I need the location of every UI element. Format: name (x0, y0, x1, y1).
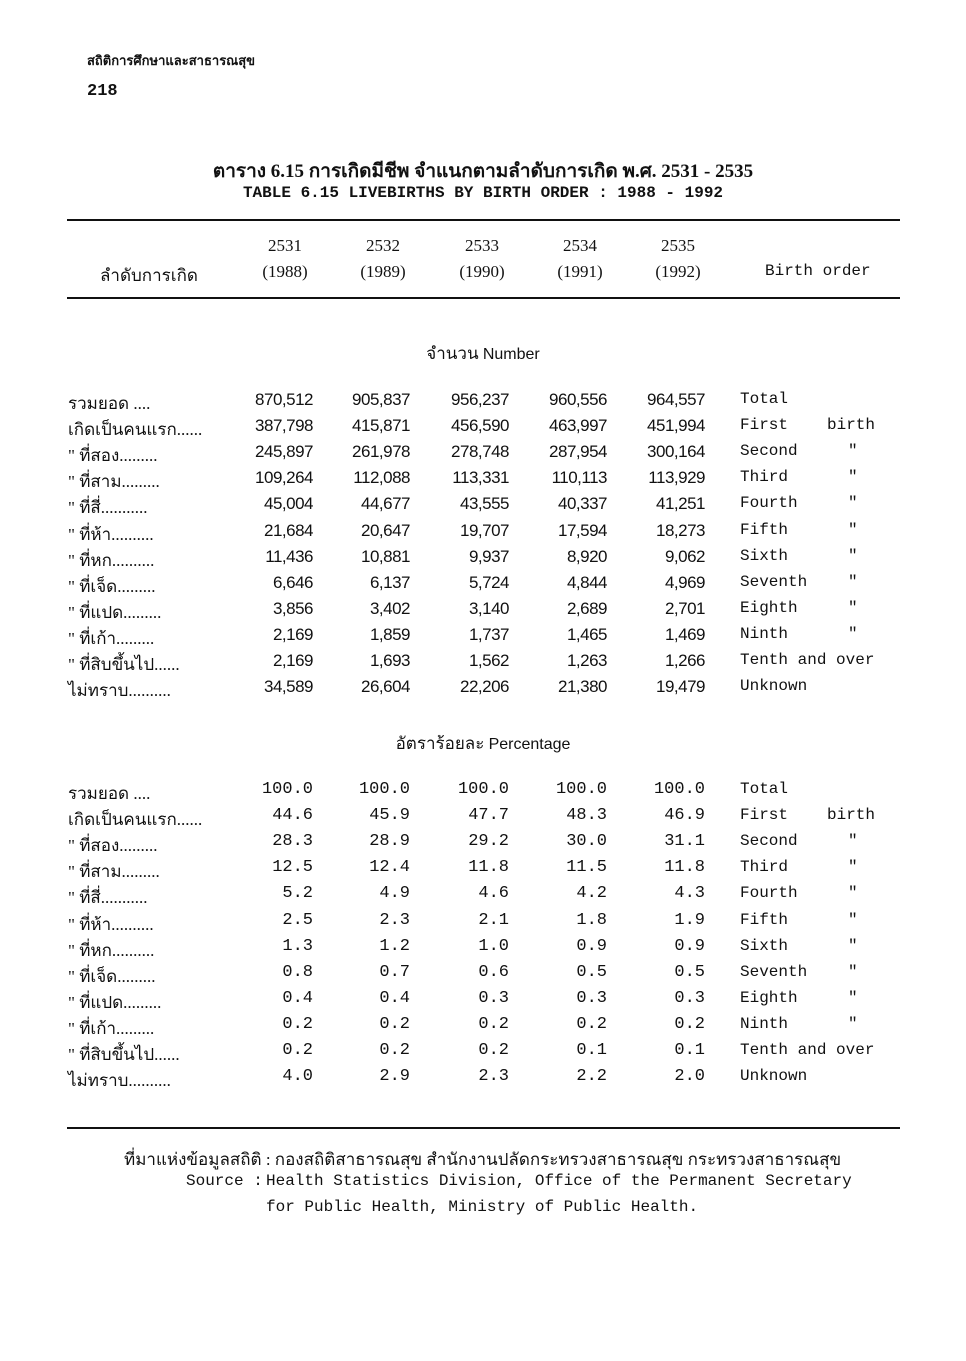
value-cell: 3,856 (272, 598, 313, 618)
value-cell: 2,169 (272, 651, 313, 670)
value-cell: 0.3 (478, 988, 509, 1008)
value-cell: 1.8 (576, 910, 607, 930)
row-label-english: Second (740, 442, 798, 461)
row-label-suffix: " (848, 1014, 858, 1033)
row-label-english: Ninth (740, 624, 789, 643)
value-cell: 1,263 (566, 651, 607, 670)
value-cell: 20,647 (361, 520, 410, 540)
value-cell: 40,337 (558, 494, 607, 514)
running-header: สถิติการศึกษาและสาธารณสุข (87, 53, 256, 68)
value-cell: 387,798 (255, 416, 313, 436)
value-cell: 17,594 (558, 520, 607, 540)
value-cell: 2.9 (379, 1067, 410, 1087)
row-label-english: Second (740, 832, 798, 851)
table-row (0, 468, 966, 494)
value-cell: 43,555 (460, 494, 509, 514)
value-cell: 29.2 (468, 832, 509, 852)
value-cell: 456,590 (451, 416, 509, 436)
value-cell: 6,137 (369, 572, 410, 592)
row-label-thai: " ที่เก้า......... (68, 1018, 155, 1038)
row-label-english: First (740, 416, 789, 435)
value-cell: 300,164 (647, 442, 705, 462)
table-row (0, 1067, 966, 1093)
value-cell: 3,402 (369, 598, 410, 618)
source-label: Source : (186, 1172, 263, 1190)
page-number: 218 (87, 82, 118, 101)
row-label-suffix: " (848, 598, 858, 617)
table-row (0, 884, 966, 910)
row-label-english: Fourth (740, 494, 798, 513)
bottom-rule (67, 1127, 900, 1129)
row-label-english: Eighth (740, 988, 798, 1007)
table-row (0, 625, 966, 651)
column-year-ce: (1992) (655, 262, 701, 281)
value-cell: 2.1 (478, 910, 509, 930)
value-cell: 0.2 (478, 1041, 509, 1060)
column-year-be: 2533 (465, 236, 499, 255)
row-label-suffix: " (848, 468, 858, 487)
value-cell: 0.5 (674, 962, 705, 982)
value-cell: 451,994 (647, 416, 705, 436)
row-label-suffix: birth (827, 416, 876, 435)
column-year-be: 2531 (268, 236, 302, 255)
row-label-english: Fifth (740, 520, 789, 539)
value-cell: 415,871 (352, 416, 410, 436)
table-row (0, 937, 966, 963)
value-cell: 2.3 (478, 1067, 509, 1087)
value-cell: 0.9 (576, 936, 607, 956)
value-cell: 8,920 (566, 546, 607, 566)
row-label-english: Seventh (740, 962, 808, 981)
value-cell: 0.2 (282, 1014, 313, 1034)
value-cell: 0.2 (576, 1014, 607, 1034)
value-cell: 1,465 (566, 624, 607, 644)
value-cell: 278,748 (451, 442, 509, 462)
row-label-english: Total (740, 390, 789, 408)
value-cell: 0.3 (674, 988, 705, 1008)
value-cell: 0.2 (379, 1014, 410, 1034)
top-rule (67, 219, 900, 221)
value-cell: 463,997 (549, 416, 607, 436)
value-cell: 100.0 (261, 780, 313, 799)
table-row (0, 806, 966, 832)
row-label-thai: " ที่สี่........... (68, 888, 148, 908)
row-label-suffix: " (848, 572, 858, 591)
table-row (0, 390, 966, 416)
table-row (0, 599, 966, 625)
row-label-thai: เกิดเป็นคนแรก...... (68, 420, 203, 440)
value-cell: 245,897 (255, 442, 313, 462)
value-cell: 1.9 (674, 910, 705, 930)
value-cell: 0.1 (576, 1041, 607, 1060)
row-label-thai: รวมยอด .... (68, 394, 151, 413)
number-section-title (0, 340, 966, 367)
row-label-thai: " ที่สิบขึ้นไป...... (68, 655, 180, 674)
row-label-thai: รวมยอด .... (68, 784, 151, 803)
value-cell: 22,206 (460, 677, 509, 697)
value-cell: 10,881 (361, 546, 410, 566)
column-label-english: Birth order (765, 262, 871, 280)
row-label-english: Eighth (740, 598, 798, 617)
value-cell: 2.3 (379, 910, 410, 930)
row-label-thai: " ที่แปด......... (68, 602, 162, 622)
value-cell: 2.0 (674, 1067, 705, 1087)
row-label-english: Fourth (740, 884, 798, 903)
table-row (0, 780, 966, 806)
row-label-english: Unknown (740, 677, 808, 696)
value-cell: 287,954 (549, 442, 607, 462)
row-label-english: Sixth (740, 546, 789, 565)
table-row (0, 989, 966, 1015)
row-label-thai: " ที่เจ็ด......... (68, 576, 156, 596)
column-label-thai: ลำดับการเกิด (100, 266, 198, 285)
value-cell: 0.6 (478, 962, 509, 982)
value-cell: 0.2 (478, 1014, 509, 1034)
row-label-suffix: " (848, 858, 858, 877)
row-label-suffix: " (848, 910, 858, 929)
percentage-section-title (0, 730, 966, 757)
value-cell: 870,512 (255, 390, 313, 409)
value-cell: 3,140 (468, 598, 509, 618)
number-section-title-thai: จำนวน (426, 344, 479, 363)
value-cell: 4.3 (674, 884, 705, 904)
table-row (0, 416, 966, 442)
row-label-suffix: " (848, 442, 858, 461)
value-cell: 1,562 (468, 651, 509, 670)
row-label-suffix: " (848, 936, 858, 955)
column-year-ce: (1989) (360, 262, 406, 281)
row-label-thai: " ที่สี่........... (68, 498, 148, 518)
row-label-thai: " ที่สิบขึ้นไป...... (68, 1045, 180, 1064)
value-cell: 4.9 (379, 884, 410, 904)
table-row (0, 494, 966, 520)
row-label-suffix: " (848, 624, 858, 643)
value-cell: 0.7 (379, 962, 410, 982)
value-cell: 905,837 (352, 390, 410, 409)
value-cell: 12.4 (369, 858, 410, 878)
percentage-section-title-thai: อัตราร้อยละ (395, 734, 485, 753)
row-label-thai: " ที่แปด......... (68, 992, 162, 1012)
value-cell: 1,693 (369, 651, 410, 670)
value-cell: 0.2 (379, 1041, 410, 1060)
source-thai: ที่มาแห่งข้อมูลสถิติ : กองสถิติสาธารณสุข สำนักงานปลัดกระทรวงสาธารณสุข กระทรวงสาธารณสุข (124, 1150, 842, 1169)
table-row (0, 573, 966, 599)
row-label-english: First (740, 806, 789, 825)
value-cell: 100.0 (457, 780, 509, 799)
row-label-english: Ninth (740, 1014, 789, 1033)
table-row (0, 442, 966, 468)
column-year-ce: (1991) (557, 262, 603, 281)
value-cell: 2,169 (272, 624, 313, 644)
value-cell: 960,556 (549, 390, 607, 409)
value-cell: 21,684 (264, 520, 313, 540)
value-cell: 0.3 (576, 988, 607, 1008)
value-cell: 0.2 (674, 1014, 705, 1034)
value-cell: 4,969 (664, 572, 705, 592)
table-row (0, 858, 966, 884)
value-cell: 0.8 (282, 962, 313, 982)
value-cell: 9,937 (468, 546, 509, 566)
value-cell: 1.2 (379, 936, 410, 956)
row-label-suffix: " (848, 832, 858, 851)
value-cell: 21,380 (558, 677, 607, 697)
percentage-section-title-english: Percentage (488, 736, 571, 753)
source-line-2: for Public Health, Ministry of Public Health. (266, 1198, 699, 1216)
table-row (0, 832, 966, 858)
table-title-thai: ตาราง 6.15 การเกิดมีชีพ จำแนกตามลำดับการเกิด พ.ศ. 2531 - 2535 (212, 161, 754, 182)
row-label-suffix: " (848, 988, 858, 1007)
row-label-english: Seventh (740, 572, 808, 591)
value-cell: 113,929 (648, 468, 705, 488)
row-label-thai: " ที่เจ็ด......... (68, 966, 156, 986)
value-cell: 4,844 (566, 572, 607, 592)
value-cell: 112,088 (353, 468, 410, 488)
value-cell: 0.4 (282, 988, 313, 1008)
value-cell: 45,004 (264, 494, 313, 514)
value-cell: 41,251 (656, 494, 705, 514)
value-cell: 4.6 (478, 884, 509, 904)
value-cell: 4.2 (576, 884, 607, 904)
table-row (0, 547, 966, 573)
value-cell: 1.3 (282, 936, 313, 956)
row-label-thai: " ที่สาม......... (68, 862, 160, 882)
table-row (0, 911, 966, 937)
table-row (0, 651, 966, 677)
column-year-ce: (1990) (459, 262, 505, 281)
row-label-thai: " ที่ห้า.......... (68, 914, 154, 934)
row-label-thai: " ที่ห้า.......... (68, 524, 154, 544)
row-label-english: Unknown (740, 1067, 808, 1086)
value-cell: 11.8 (468, 858, 509, 878)
value-cell: 11.5 (566, 858, 607, 878)
source-line-1: Health Statistics Division, Office of the Permanent Secretary (266, 1172, 852, 1190)
column-year-be: 2535 (661, 236, 695, 255)
row-label-english: Fifth (740, 910, 789, 929)
row-label-thai: ไม่ทราบ.......... (68, 1071, 171, 1091)
value-cell: 5.2 (282, 884, 313, 904)
column-year-be: 2532 (366, 236, 400, 255)
table-title-english: TABLE 6.15 LIVEBIRTHS BY BIRTH ORDER : 1988 - 1992 (242, 184, 724, 202)
value-cell: 45.9 (369, 806, 410, 826)
number-section-title-english: Number (482, 346, 540, 363)
row-label-english: Tenth and over (740, 651, 875, 669)
table-row (0, 1041, 966, 1067)
row-label-suffix: " (848, 962, 858, 981)
row-label-thai: " ที่สาม......... (68, 472, 160, 492)
value-cell: 44,677 (361, 494, 410, 514)
value-cell: 11,436 (265, 546, 313, 566)
row-label-suffix: " (848, 494, 858, 513)
value-cell: 48.3 (566, 806, 607, 826)
value-cell: 1.0 (478, 936, 509, 956)
value-cell: 100.0 (653, 780, 705, 799)
value-cell: 956,237 (451, 390, 509, 409)
value-cell: 261,978 (352, 442, 410, 462)
table-row (0, 963, 966, 989)
row-label-suffix: " (848, 520, 858, 539)
row-label-english: Total (740, 780, 789, 798)
value-cell: 28.3 (272, 832, 313, 852)
value-cell: 47.7 (468, 806, 509, 826)
value-cell: 31.1 (664, 832, 705, 852)
value-cell: 11.8 (664, 858, 705, 878)
row-label-suffix: " (848, 884, 858, 903)
value-cell: 2,701 (664, 598, 705, 618)
value-cell: 109,264 (255, 468, 313, 488)
value-cell: 100.0 (555, 780, 607, 799)
row-label-thai: " ที่สอง......... (68, 836, 158, 856)
value-cell: 12.5 (272, 858, 313, 878)
row-label-english: Tenth and over (740, 1041, 875, 1059)
row-label-thai: " ที่สอง......... (68, 446, 158, 466)
value-cell: 30.0 (566, 832, 607, 852)
row-label-english: Sixth (740, 936, 789, 955)
value-cell: 1,859 (369, 624, 410, 644)
row-label-suffix: " (848, 546, 858, 565)
value-cell: 0.1 (674, 1041, 705, 1060)
value-cell: 5,724 (468, 572, 509, 592)
row-label-thai: " ที่หก.......... (68, 550, 155, 570)
value-cell: 34,589 (264, 677, 313, 697)
value-cell: 44.6 (272, 806, 313, 826)
row-label-english: Third (740, 858, 789, 877)
row-label-english: Third (740, 468, 789, 487)
table-row (0, 677, 966, 703)
row-label-thai: " ที่หก.......... (68, 940, 155, 960)
value-cell: 9,062 (664, 546, 705, 566)
value-cell: 28.9 (369, 832, 410, 852)
value-cell: 110,113 (551, 468, 607, 488)
table-row (0, 521, 966, 547)
value-cell: 1,737 (468, 624, 509, 644)
row-label-thai: " ที่เก้า......... (68, 628, 155, 648)
value-cell: 19,707 (460, 520, 509, 540)
value-cell: 113,331 (452, 468, 509, 488)
value-cell: 6,646 (272, 572, 313, 592)
value-cell: 1,266 (664, 651, 705, 670)
value-cell: 1,469 (664, 624, 705, 644)
value-cell: 26,604 (361, 677, 410, 697)
value-cell: 0.2 (282, 1041, 313, 1060)
value-cell: 0.5 (576, 962, 607, 982)
value-cell: 2.5 (282, 910, 313, 930)
value-cell: 100.0 (358, 780, 410, 799)
value-cell: 0.9 (674, 936, 705, 956)
value-cell: 0.4 (379, 988, 410, 1008)
value-cell: 18,273 (656, 520, 705, 540)
row-label-thai: ไม่ทราบ.......... (68, 681, 171, 701)
value-cell: 46.9 (664, 806, 705, 826)
value-cell: 964,557 (647, 390, 705, 409)
value-cell: 2,689 (566, 598, 607, 618)
header-rule (67, 297, 900, 299)
table-row (0, 1015, 966, 1041)
value-cell: 4.0 (282, 1067, 313, 1087)
row-label-thai: เกิดเป็นคนแรก...... (68, 810, 203, 830)
column-year-be: 2534 (563, 236, 597, 255)
row-label-suffix: birth (827, 806, 876, 825)
value-cell: 2.2 (576, 1067, 607, 1087)
value-cell: 19,479 (656, 677, 705, 697)
column-year-ce: (1988) (262, 262, 308, 281)
